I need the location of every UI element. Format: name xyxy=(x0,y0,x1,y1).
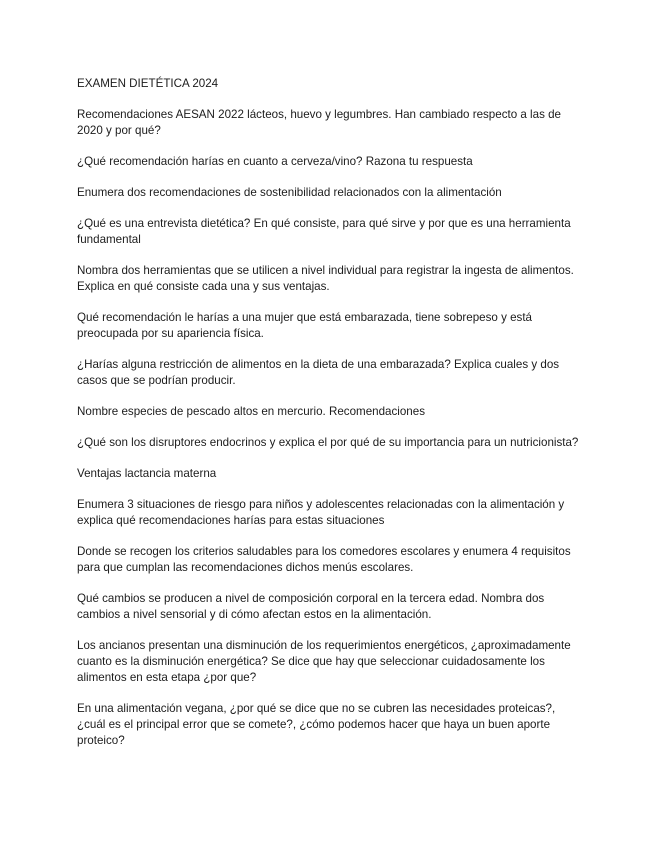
question-2: ¿Qué recomendación harías en cuanto a cerveza/vino? Razona tu respuesta xyxy=(77,155,473,168)
question-3: Enumera dos recomendaciones de sostenibilidad relacionados con la alimentación xyxy=(77,186,502,199)
question-15: En una alimentación vegana, ¿por qué se dice que no se cubren las necesidades proteicas?, ¿cuál es el principal error que se comete?, ¿cómo podemos hacer que haya un buen aporte proteico? xyxy=(77,702,556,747)
question-13: Qué cambios se producen a nivel de composición corporal en la tercera edad. Nombra dos cambios a nivel sensorial y di cómo afectan estos en la alimentación. xyxy=(77,592,545,621)
question-11: Enumera 3 situaciones de riesgo para niños y adolescentes relacionadas con la alimentación y explica qué recomendaciones harías para estas situaciones xyxy=(77,498,565,527)
question-1: Recomendaciones AESAN 2022 lácteos, huevo y legumbres. Han cambiado respecto a las de 2020 y por qué? xyxy=(77,108,561,137)
document-body xyxy=(77,76,582,764)
question-9: ¿Qué son los disruptores endocrinos y explica el por qué de su importancia para un nutricionista? xyxy=(77,436,579,449)
question-4: ¿Qué es una entrevista dietética? En qué consiste, para qué sirve y por que es una herramienta fundamental xyxy=(77,217,571,246)
question-10: Ventajas lactancia materna xyxy=(77,467,217,480)
question-7: ¿Harías alguna restricción de alimentos en la dieta de una embarazada? Explica cuales y dos casos que se podrían producir. xyxy=(77,358,560,387)
question-6: Qué recomendación le harías a una mujer que está embarazada, tiene sobrepeso y está preocupada por su apariencia física. xyxy=(77,311,533,340)
question-14: Los ancianos presentan una disminución de los requerimientos energéticos, ¿aproximadamente cuanto es la disminución energética? Se dice que hay que seleccionar cuidadosamente los alimentos en esta etapa ¿por que? xyxy=(77,639,571,684)
question-8: Nombre especies de pescado altos en mercurio. Recomendaciones xyxy=(77,405,425,418)
question-12: Donde se recogen los criterios saludables para los comedores escolares y enumera 4 requisitos para que cumplan las recomendaciones dichos menús escolares. xyxy=(77,545,571,574)
question-5: Nombra dos herramientas que se utilicen a nivel individual para registrar la ingesta de alimentos. Explica en qué consiste cada una y sus ventajas. xyxy=(77,264,574,293)
page-title: EXAMEN DIETÉTICA 2024 xyxy=(77,77,219,90)
